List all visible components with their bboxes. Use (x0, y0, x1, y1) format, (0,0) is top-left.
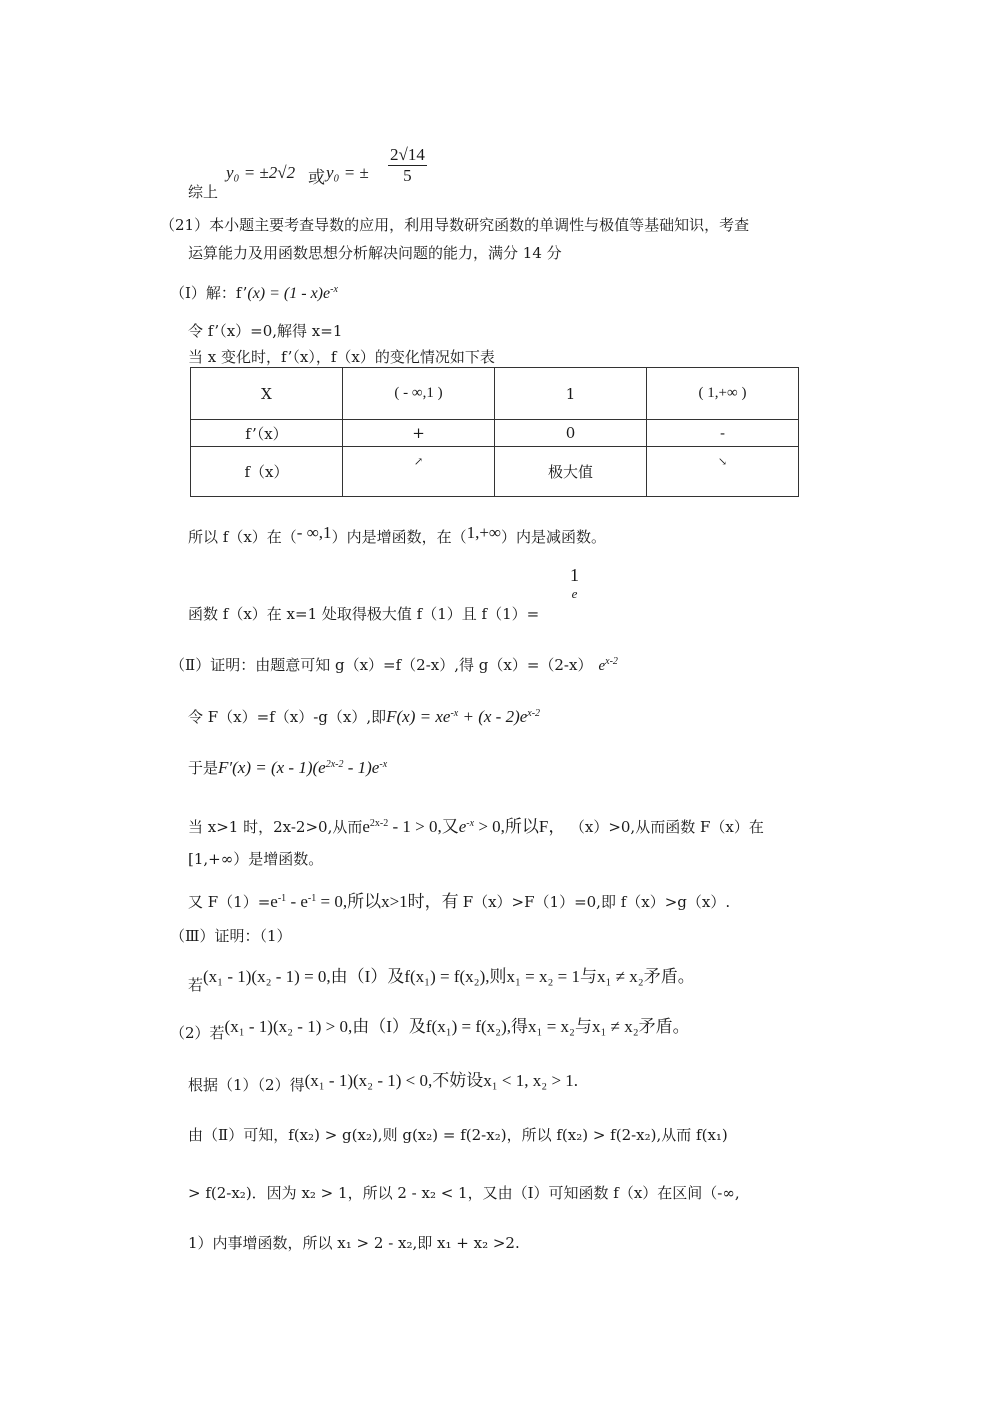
decreasing-arrow-icon: ↘ (647, 447, 799, 497)
table-cell: f’（x） (191, 420, 343, 447)
y0-expression-a: y₀ = ±2√2 (226, 163, 296, 182)
y0-fraction (388, 145, 427, 186)
part1-label: （Ⅰ）解：f’ (170, 284, 248, 302)
part2-line2-mid: + (x - 2)e (458, 707, 528, 726)
or-word: 或 (308, 168, 325, 188)
y0-expression-b: y₀ = ± (326, 163, 369, 182)
table-header-x: X (191, 368, 343, 420)
part3-line6: 1）内事增函数，所以 x₁ > 2 - x₂,即 x₁ + x₂ >2. (188, 1234, 520, 1252)
part2-line4-exp2: -x (466, 818, 475, 829)
table-row (191, 368, 799, 420)
part2-line6-text-b: F（x）>F（1）=0,即 f（x）>g（x）. (462, 893, 731, 911)
part2-line4-mid: - 1 > 0,又 (388, 817, 459, 836)
table-cell: + (343, 420, 495, 447)
part2-line6-e: e (270, 892, 278, 911)
part2-line2-exp1: -x (450, 708, 459, 719)
part3-line2-prefix: （2）若 (170, 1024, 225, 1042)
part3-line4: 由（Ⅱ）可知，f(x₂) > g(x₂),则 g(x₂) = f(2-x₂)，所以 f(x₂) > f(2-x₂),从而 f(x₁) (188, 1126, 728, 1144)
part3-line1 (188, 962, 695, 995)
part1-max-line (188, 565, 608, 625)
part2-line6-end: = 0,所以x>1时，有 (316, 892, 459, 911)
part2-line3 (188, 757, 387, 778)
part3-line2-formula: (x₁ - 1)(x₂ - 1) > 0,由（I）及f(x₁) = f(x₂),得x₁ = x₂与x₁ ≠ x₂矛盾。 (224, 1017, 690, 1036)
max-text: 函数 f（x）在 x=1 处取得极大值 f（1）且 f（1）= (188, 605, 540, 623)
table-cell: 极大值 (495, 447, 647, 497)
conclusion-text-a: 所以 f（x）在（ (188, 528, 297, 546)
part2-line4 (188, 812, 764, 837)
part2-line4-e2: e (458, 817, 467, 836)
part2-line6-mid: - e (286, 892, 308, 911)
part3-line3 (188, 1066, 578, 1095)
part3-line3-formula: (x₁ - 1)(x₂ - 1) < 0,不妨设x₁ < 1, x₂ > 1. (304, 1071, 579, 1090)
part1-derivative-formula: (x) = (1 - x)e (247, 285, 331, 302)
part3-line1-formula: (x₁ - 1)(x₂ - 1) = 0,由（I）及f(x₁) = f(x₂),则x₁ = x₂ = 1与x₁ ≠ x₂矛盾。 (203, 967, 695, 986)
part1-derivative-exponent: -x (330, 284, 338, 295)
part2-line2-formula: F(x) = xe (386, 707, 451, 726)
table-header-one: 1 (495, 368, 647, 420)
part2-line4-text-b: （x）>0,从而函数 F（x）在 (577, 818, 764, 836)
increasing-arrow-icon: ↗ (343, 447, 495, 497)
part2-line5: [1,+∞）是增函数。 (188, 850, 324, 868)
part2-line2 (188, 706, 540, 727)
part3-header: （Ⅲ）证明：（1） (170, 927, 292, 945)
part2-line1-e: e (598, 658, 606, 674)
y0-fraction-numerator: 2√14 (390, 145, 425, 164)
part1-line3: 当 x 变化时，f’（x），f（x）的变化情况如下表 (188, 348, 495, 366)
part2-line3-formula: F′(x) = (x - 1)(e (218, 758, 326, 777)
part2-line3-exp2: -x (379, 759, 388, 770)
conclusion-text-b: ）内是增函数，在（ (331, 528, 467, 546)
max-fraction-denominator: e (571, 586, 578, 601)
max-fraction (568, 565, 581, 602)
part2-line4-text-a: 当 x>1 时，2x-2>0,从而 (188, 818, 363, 836)
table-header-interval-right: ( 1,+∞ ) (647, 368, 799, 420)
part1-line2: 令 f’（x）=0,解得 x=1 (188, 322, 343, 340)
part2-line1-text: （Ⅱ）证明：由题意可知 g（x）=f（2-x）,得 g（x）=（2-x） (170, 656, 593, 674)
max-fraction-numerator: 1 (570, 565, 579, 585)
interval-decreasing: 1,+∞ (466, 523, 502, 542)
part3-line5: > f(2-x₂)．因为 x₂ > 1，所以 2 - x₂ < 1，又由（Ⅰ）可知函数 f（x）在区间（-∞, (188, 1184, 740, 1202)
q21-header-line2: 运算能力及用函数思想分析解决问题的能力，满分 14 分 (188, 244, 562, 262)
part2-line1 (170, 654, 618, 675)
part2-line6-exp1: -1 (277, 893, 287, 904)
part2-line4-exp1: 2x-2 (369, 818, 389, 829)
part2-line6 (188, 887, 730, 912)
variation-table (190, 367, 799, 497)
part2-line6-exp2: -1 (307, 893, 317, 904)
interval-increasing: - ∞,1 (296, 523, 332, 542)
y0-fraction-denominator: 5 (403, 166, 412, 185)
part2-line3-mid: - 1)e (343, 758, 380, 777)
part3-line3-prefix: 根据（1）（2）得 (188, 1076, 305, 1094)
part2-line3-text: 于是 (188, 759, 219, 777)
part2-line2-exp2: x-2 (527, 708, 541, 719)
table-row (191, 420, 799, 447)
table-row (191, 447, 799, 497)
part2-line1-exponent: x-2 (605, 656, 618, 667)
summary-label: 综上 (188, 183, 219, 201)
part1-solution-line (170, 282, 338, 303)
table-cell: - (647, 420, 799, 447)
part2-line4-end: > 0,所以F， (474, 817, 566, 836)
part2-line4-e: e (362, 817, 370, 836)
table-cell: 0 (495, 420, 647, 447)
table-header-interval-left: ( - ∞,1 ) (343, 368, 495, 420)
part2-line2-text: 令 F（x）=f（x）-g（x）,即 (188, 708, 387, 726)
summary-line (188, 145, 448, 201)
part1-conclusion (188, 523, 606, 547)
part3-line1-prefix: 若 (188, 976, 204, 994)
part2-line6-text-a: 又 F（1）= (188, 893, 271, 911)
conclusion-text-c: ）内是减函数。 (501, 528, 607, 546)
q21-header-line1: （21）本小题主要考查导数的应用，利用导数研究函数的单调性与极值等基础知识，考查 (160, 216, 750, 234)
part3-line2 (170, 1012, 690, 1043)
part2-line3-exp1: 2x-2 (325, 759, 344, 770)
table-cell: f（x） (191, 447, 343, 497)
